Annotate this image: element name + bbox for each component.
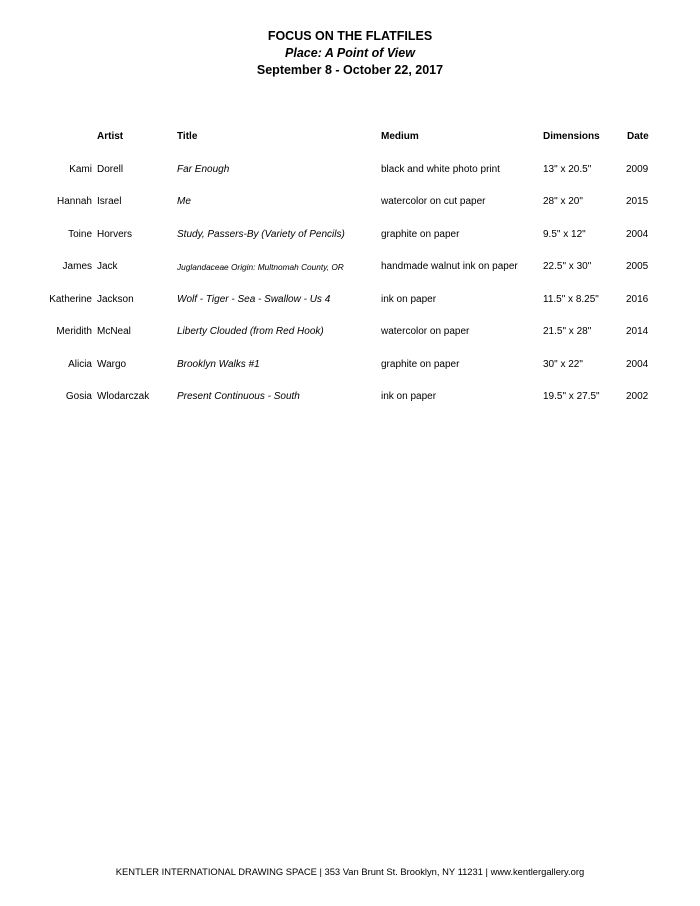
- artwork-title: Brooklyn Walks #1: [177, 359, 260, 370]
- artwork-dimensions: 28" x 20": [543, 196, 583, 207]
- artist-first-name: Kami: [69, 164, 92, 175]
- artist-last-name: Horvers: [97, 229, 133, 240]
- artwork-medium: graphite on paper: [381, 229, 460, 240]
- artwork-medium: watercolor on cut paper: [381, 196, 486, 207]
- artist-first-name: Hannah: [56, 196, 92, 207]
- artwork-title: Me: [177, 196, 191, 207]
- artwork-date: 2004: [626, 359, 649, 370]
- artwork-date: 2005: [626, 261, 649, 272]
- table-row: [0, 162, 700, 178]
- artwork-title: Study, Passers-By (Variety of Pencils): [177, 229, 345, 240]
- artwork-dimensions: 21.5" x 28": [543, 326, 592, 337]
- artwork-date: 2014: [626, 326, 649, 337]
- artwork-medium: ink on paper: [381, 391, 437, 402]
- artist-first-name: Meridith: [56, 326, 92, 337]
- artwork-medium: handmade walnut ink on paper: [381, 261, 518, 272]
- artwork-medium: black and white photo print: [381, 164, 500, 175]
- artwork-dimensions: 19.5" x 27.5": [543, 391, 600, 402]
- artwork-dimensions: 30" x 22": [543, 359, 583, 370]
- artwork-date: 2009: [626, 164, 649, 175]
- exhibition-subtitle: Place: A Point of View: [285, 46, 415, 60]
- table-header-row: [0, 129, 700, 145]
- gallery-footer: KENTLER INTERNATIONAL DRAWING SPACE | 353 Van Brunt St. Brooklyn, NY 11231 | www.kentlergallery.org: [115, 866, 585, 877]
- artwork-medium: graphite on paper: [381, 359, 460, 370]
- artwork-date: 2015: [626, 196, 649, 207]
- artist-last-name: Wargo: [97, 359, 127, 370]
- table-row: [0, 194, 700, 210]
- artwork-title: Wolf - Tiger - Sea - Swallow - Us 4: [177, 294, 331, 305]
- artist-last-name: Israel: [97, 196, 122, 207]
- artist-last-name: Dorell: [97, 164, 124, 175]
- artwork-title: Far Enough: [177, 164, 230, 175]
- artwork-dimensions: 9.5" x 12": [543, 229, 586, 240]
- artwork-date: 2004: [626, 229, 649, 240]
- header-title: Title: [177, 131, 198, 142]
- document-header: [0, 28, 700, 79]
- artist-last-name: McNeal: [97, 326, 131, 337]
- artwork-title: Liberty Clouded (from Red Hook): [177, 326, 324, 337]
- artist-first-name: Alicia: [68, 359, 92, 370]
- header-dimensions: Dimensions: [543, 131, 600, 142]
- artwork-title: Present Continuous - South: [177, 391, 300, 402]
- table-row: [0, 357, 700, 373]
- header-artist: Artist: [97, 131, 124, 142]
- artist-first-name: Toine: [68, 229, 92, 240]
- artist-last-name: Jack: [97, 261, 118, 272]
- artist-last-name: Wlodarczak: [97, 391, 150, 402]
- table-row: [0, 227, 700, 243]
- header-date: Date: [627, 131, 649, 142]
- table-row: [0, 324, 700, 340]
- artwork-date: 2002: [626, 391, 649, 402]
- table-row: [0, 259, 700, 275]
- exhibition-title: FOCUS ON THE FLATFILES: [267, 29, 433, 43]
- artist-first-name: Katherine: [49, 294, 92, 305]
- table-row: [0, 389, 700, 405]
- table-row: [0, 292, 700, 308]
- artwork-date: 2016: [626, 294, 649, 305]
- artwork-title: Juglandaceae Origin: Multnomah County, OR: [177, 262, 344, 272]
- artist-first-name: Gosia: [65, 391, 92, 402]
- artist-first-name: James: [62, 261, 92, 272]
- artist-last-name: Jackson: [97, 294, 134, 305]
- artwork-medium: ink on paper: [381, 294, 437, 305]
- exhibition-dates: September 8 - October 22, 2017: [256, 63, 444, 77]
- header-medium: Medium: [381, 131, 419, 142]
- artwork-dimensions: 22.5" x 30": [543, 261, 592, 272]
- artwork-dimensions: 13" x 20.5": [543, 164, 592, 175]
- artwork-dimensions: 11.5" x 8.25": [543, 294, 599, 305]
- artwork-medium: watercolor on paper: [381, 326, 470, 337]
